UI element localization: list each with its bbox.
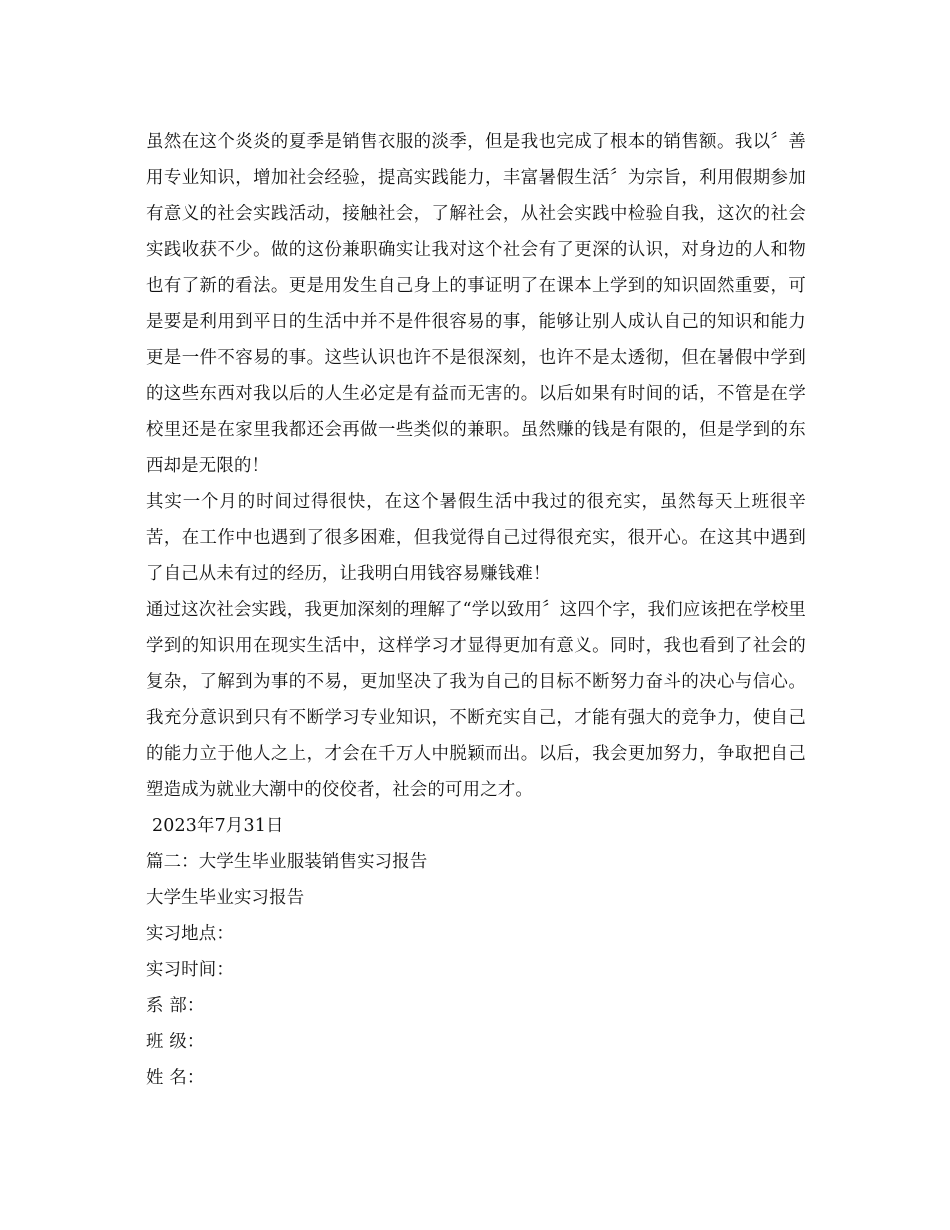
field-internship-time: 实习时间： bbox=[146, 960, 234, 980]
paragraph-social-practice: 通过这次社会实践，我更加深刻的理解了“学以致用〞这四个字，我们应该把在学校里学到的知识用在现实生活中，这样学习才显得更加有意义。同时，我也看到了社会的复杂，了解到为事的不易，更加坚决了我为自己的目标不断努力奋斗的决心与信心。我充分意识到只有不断学习专业知识，不断充实自己，才能有强大的竞争力，使自己的能力立于他人之上，才会在千万人中脱颖而出。以后，我会更加努力，争取把自己塑造成为就业大潮中的佼佼者，社会的可用之才。 bbox=[146, 600, 806, 800]
report-title: 大学生毕业实习报告 bbox=[146, 888, 305, 908]
paragraph-summer-sales: 虽然在这个炎炎的夏季是销售衣服的淡季，但是我也完成了根本的销售额。我以〞善用专业知识，增加社会经验，提高实践能力，丰富暑假生活〞为宗旨，利用假期参加有意义的社会实践活动，接触社会，了解社会，从社会实践中检验自我，这次的社会实践收获不少。做的这份兼职确实让我对这个社会有了更深的认识，对身边的人和物也有了新的看法。更是用发生自己身上的事证明了在课本上学到的知识固然重要，可是要是利用到平日的生活中并不是件很容易的事，能够让别人成认自己的知识和能力更是一件不容易的事。这些认识也许不是很深刻，也许不是太透彻，但在暑假中学到的这些东西对我以后的人生必定是有益而无害的。以后如果有时间的话，不管是在学校里还是在家里我都还会再做一些类似的兼职。虽然赚的钱是有限的，但是学到的东西却是无限的！ bbox=[146, 132, 806, 476]
field-internship-location: 实习地点： bbox=[146, 924, 234, 944]
paragraph-month-experience: 其实一个月的时间过得很快，在这个暑假生活中我过的很充实，虽然每天上班很辛苦，在工作中也遇到了很多困难，但我觉得自己过得很充实，很开心。在这其中遇到了自己从未有过的经历，让我明白用钱容易赚钱难！ bbox=[146, 492, 806, 584]
field-department: 系 部： bbox=[146, 996, 205, 1016]
section-heading: 篇二：大学生毕业服装销售实习报告 bbox=[146, 852, 428, 872]
document-body bbox=[146, 124, 806, 1096]
report-date: 2023年7月31日 bbox=[152, 816, 284, 836]
field-class: 班 级： bbox=[146, 1032, 205, 1052]
field-name: 姓 名： bbox=[146, 1068, 205, 1088]
